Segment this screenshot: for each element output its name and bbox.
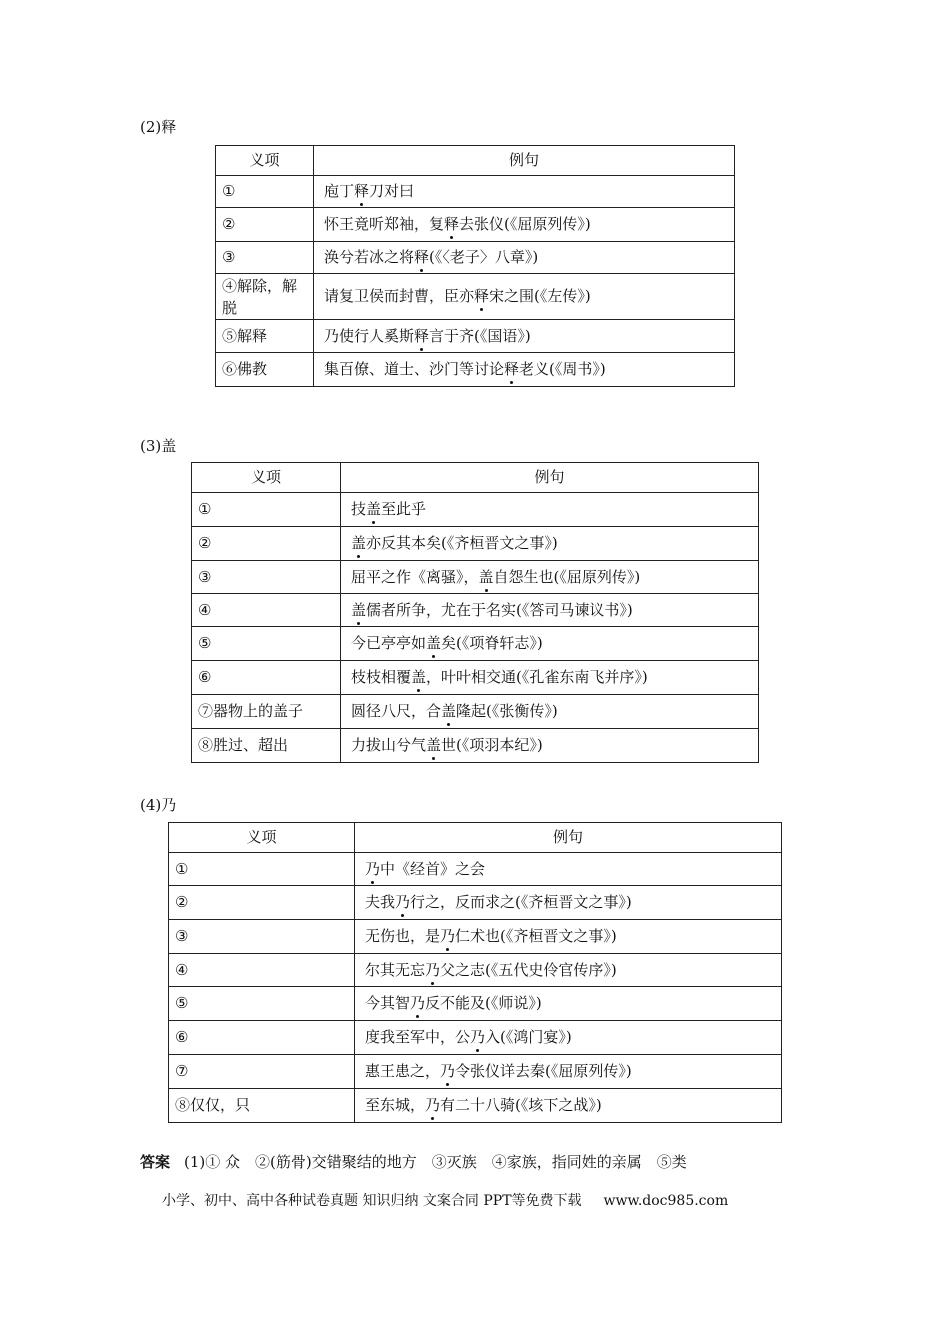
example-key-char: 释 bbox=[504, 360, 520, 378]
meaning-cell: ⑦器物上的盖子 bbox=[192, 695, 341, 729]
example-pre: 今其智 bbox=[365, 994, 411, 1012]
example-pre: 乃使行人奚斯 bbox=[324, 326, 415, 345]
section-heading-shi: (2)释 bbox=[140, 118, 177, 136]
example-post: 去张仪(《屈原列传》) bbox=[459, 215, 591, 233]
example-pre: 今已亭亭如 bbox=[351, 634, 427, 652]
example-key-char: 乃 bbox=[440, 1062, 456, 1080]
example-key-char: 盖 bbox=[351, 534, 367, 552]
example-key-char: 释 bbox=[444, 215, 460, 233]
table-row bbox=[216, 208, 735, 242]
answer-text: (1)① 众 ②(筋骨)交错聚结的地方 ③灭族 ④家族，指同姓的亲属 ⑤类 bbox=[184, 1153, 687, 1171]
table-row bbox=[169, 1055, 782, 1089]
answer-label: 答案 bbox=[140, 1153, 171, 1171]
example-post: 宋之围(《左传》) bbox=[489, 287, 591, 305]
footer-text: 小学、初中、高中各种试卷真题 知识归纳 文案合同 PPT等免费下载 bbox=[162, 1193, 582, 1209]
table-header-row bbox=[169, 823, 782, 853]
example-cell bbox=[314, 176, 735, 208]
example-cell bbox=[341, 527, 759, 561]
table-row bbox=[192, 627, 759, 661]
table-row bbox=[216, 320, 735, 353]
example-post: 儒者所争，尤在于名实(《答司马谏议书》) bbox=[366, 600, 633, 619]
header-example: 例句 bbox=[341, 463, 759, 493]
example-post: 有二十八骑(《垓下之战》) bbox=[440, 1096, 602, 1114]
example-cell bbox=[355, 1055, 782, 1089]
example-pre: 怀王竟听郑袖，复 bbox=[324, 215, 445, 233]
table-row bbox=[192, 561, 759, 594]
example-key-char: 盖 bbox=[411, 668, 427, 686]
example-pre: 庖丁 bbox=[324, 182, 355, 200]
example-post: 父之志(《五代史伶官传序》) bbox=[440, 960, 617, 979]
answer-line bbox=[140, 1152, 687, 1172]
meaning-cell: ① bbox=[192, 493, 341, 527]
meaning-cell: ③ bbox=[216, 242, 314, 274]
example-cell bbox=[341, 493, 759, 527]
example-cell bbox=[355, 1089, 782, 1123]
example-pre: 尔其无忘 bbox=[365, 960, 426, 979]
meaning-cell: ⑧仅仅，只 bbox=[169, 1089, 355, 1123]
example-key-char: 乃 bbox=[410, 994, 426, 1012]
example-pre: 技 bbox=[351, 500, 367, 518]
example-post: 老义(《周书》) bbox=[519, 360, 606, 378]
example-pre: 度我至军中，公 bbox=[365, 1028, 471, 1046]
example-cell bbox=[314, 274, 735, 320]
section-heading-nai: (4)乃 bbox=[140, 796, 177, 814]
header-meaning: 义项 bbox=[169, 823, 355, 853]
meaning-cell: ② bbox=[169, 886, 355, 920]
meaning-cell: ⑤ bbox=[169, 987, 355, 1021]
example-pre: 涣兮若冰之将 bbox=[324, 248, 415, 266]
example-post: 仁术也(《齐桓晋文之事》) bbox=[455, 927, 617, 945]
table-row bbox=[169, 1089, 782, 1123]
meaning-cell: ④ bbox=[169, 954, 355, 987]
example-post: 隆起(《张衡传》) bbox=[456, 702, 558, 720]
example-cell bbox=[355, 954, 782, 987]
example-key-char: 乃 bbox=[365, 859, 381, 878]
table-nai bbox=[168, 822, 782, 1123]
table-row bbox=[169, 920, 782, 954]
example-pre: 力拔山兮气 bbox=[351, 736, 427, 754]
example-pre: 集百僚、道士、沙门等讨论 bbox=[324, 360, 505, 378]
header-example: 例句 bbox=[355, 823, 782, 853]
example-key-char: 盖 bbox=[426, 736, 442, 754]
meaning-cell: ⑤ bbox=[192, 627, 341, 661]
footer-banner bbox=[162, 1192, 728, 1210]
example-key-char: 乃 bbox=[425, 960, 441, 979]
example-cell bbox=[355, 853, 782, 886]
footer-site: www.doc985.com bbox=[603, 1193, 729, 1209]
example-cell bbox=[355, 920, 782, 954]
example-cell bbox=[341, 661, 759, 695]
meaning-cell: ④解除，解脱 bbox=[216, 274, 314, 320]
example-post: 世(《项羽本纪》) bbox=[441, 736, 543, 754]
example-key-char: 乃 bbox=[470, 1028, 486, 1046]
table-row bbox=[216, 274, 735, 320]
table-row bbox=[192, 493, 759, 527]
table-row bbox=[169, 987, 782, 1021]
table-header-row bbox=[192, 463, 759, 493]
example-key-char: 释 bbox=[414, 248, 430, 266]
meaning-cell: ③ bbox=[192, 561, 341, 594]
table-row bbox=[192, 729, 759, 763]
example-pre: 无伤也，是 bbox=[365, 927, 441, 945]
example-key-char: 盖 bbox=[366, 500, 382, 518]
meaning-cell: ⑥佛教 bbox=[216, 353, 314, 387]
example-cell bbox=[341, 729, 759, 763]
example-post: 中《经首》之会 bbox=[380, 859, 486, 878]
section-heading-gai: (3)盖 bbox=[140, 437, 177, 455]
meaning-cell: ⑥ bbox=[192, 661, 341, 695]
table-row bbox=[192, 661, 759, 695]
example-key-char: 乃 bbox=[395, 893, 411, 911]
header-meaning: 义项 bbox=[216, 146, 314, 176]
example-key-char: 盖 bbox=[441, 702, 457, 720]
table-row bbox=[216, 242, 735, 274]
example-post: 反不能及(《师说》) bbox=[425, 994, 542, 1012]
example-post: ，叶叶相交通(《孔雀东南飞并序》) bbox=[426, 668, 648, 686]
table-row bbox=[192, 594, 759, 627]
example-key-char: 盖 bbox=[426, 634, 442, 652]
table-row bbox=[169, 954, 782, 987]
meaning-cell: ⑤解释 bbox=[216, 320, 314, 353]
meaning-cell: ① bbox=[169, 853, 355, 886]
example-post: 入(《鸿门宴》) bbox=[485, 1028, 572, 1046]
example-pre: 枝枝相覆 bbox=[351, 668, 412, 686]
table-row bbox=[216, 176, 735, 208]
example-cell bbox=[314, 353, 735, 387]
example-post: 令张仪详去秦(《屈原列传》) bbox=[455, 1062, 632, 1080]
example-cell bbox=[341, 594, 759, 627]
example-post: 至此乎 bbox=[381, 500, 427, 518]
example-pre: 夫我 bbox=[365, 893, 396, 911]
table-shi bbox=[215, 145, 735, 387]
example-cell bbox=[341, 561, 759, 594]
example-cell bbox=[355, 987, 782, 1021]
table-gai bbox=[191, 462, 759, 763]
example-cell bbox=[341, 627, 759, 661]
example-key-char: 释 bbox=[414, 326, 430, 345]
example-pre: 屈平之作《离骚》， bbox=[351, 567, 479, 586]
meaning-cell: ② bbox=[216, 208, 314, 242]
example-post: 矣(《项脊轩志》) bbox=[441, 634, 543, 652]
meaning-cell: ② bbox=[192, 527, 341, 561]
example-key-char: 释 bbox=[474, 287, 490, 305]
meaning-cell: ① bbox=[216, 176, 314, 208]
table-row bbox=[192, 695, 759, 729]
example-key-char: 乃 bbox=[425, 1096, 441, 1114]
example-pre: 请复卫侯而封曹，臣亦 bbox=[324, 287, 475, 305]
example-post: 刀对曰 bbox=[369, 182, 415, 200]
example-key-char: 释 bbox=[354, 182, 370, 200]
example-post: 自怨生也(《屈原列传》) bbox=[493, 567, 641, 586]
table-row bbox=[169, 1021, 782, 1055]
meaning-cell: ⑥ bbox=[169, 1021, 355, 1055]
example-cell bbox=[355, 1021, 782, 1055]
header-meaning: 义项 bbox=[192, 463, 341, 493]
meaning-cell: ③ bbox=[169, 920, 355, 954]
table-header-row bbox=[216, 146, 735, 176]
table-row bbox=[192, 527, 759, 561]
header-example: 例句 bbox=[314, 146, 735, 176]
example-post: (《〈老子〉八章》) bbox=[429, 248, 539, 266]
meaning-cell: ⑦ bbox=[169, 1055, 355, 1089]
example-cell bbox=[314, 242, 735, 274]
example-cell bbox=[314, 320, 735, 353]
example-key-char: 乃 bbox=[440, 927, 456, 945]
example-cell bbox=[355, 886, 782, 920]
example-cell bbox=[341, 695, 759, 729]
example-pre: 至东城， bbox=[365, 1096, 426, 1114]
table-row bbox=[169, 886, 782, 920]
example-cell bbox=[314, 208, 735, 242]
meaning-cell: ⑧胜过、超出 bbox=[192, 729, 341, 763]
example-key-char: 盖 bbox=[478, 567, 494, 586]
example-post: 言于齐(《国语》) bbox=[429, 326, 531, 345]
table-row bbox=[169, 853, 782, 886]
example-pre: 圆径八尺，合 bbox=[351, 702, 442, 720]
example-post: 亦反其本矣(《齐桓晋文之事》) bbox=[366, 534, 558, 552]
example-post: 行之，反而求之(《齐桓晋文之事》) bbox=[410, 893, 632, 911]
table-row bbox=[216, 353, 735, 387]
meaning-cell: ④ bbox=[192, 594, 341, 627]
example-pre: 惠王患之， bbox=[365, 1062, 441, 1080]
example-key-char: 盖 bbox=[351, 600, 367, 619]
